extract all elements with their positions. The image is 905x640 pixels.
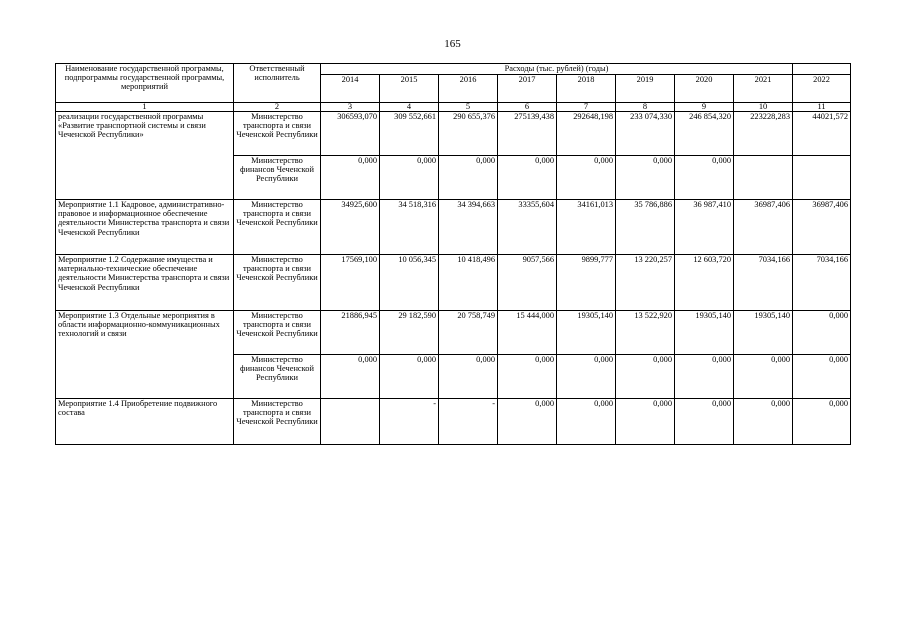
- value-cell: 0,000: [616, 156, 675, 200]
- value-cell: 290 655,376: [439, 112, 498, 156]
- value-cell: 0,000: [675, 156, 734, 200]
- value-cell: 275139,438: [498, 112, 557, 156]
- header-year: 2022: [793, 75, 851, 103]
- value-cell: 0,000: [616, 355, 675, 399]
- column-number: 2: [234, 103, 321, 112]
- value-cell: 309 552,661: [380, 112, 439, 156]
- value-cell: 0,000: [793, 311, 851, 355]
- executor-cell: Министерство транспорта и связи Чеченской Республики: [234, 399, 321, 445]
- header-year: 2018: [557, 75, 616, 103]
- value-cell: 29 182,590: [380, 311, 439, 355]
- value-cell: 34161,013: [557, 200, 616, 255]
- header-year: 2021: [734, 75, 793, 103]
- value-cell: 21886,945: [321, 311, 380, 355]
- value-cell: 34 394,663: [439, 200, 498, 255]
- value-cell: 10 056,345: [380, 255, 439, 311]
- column-number: 5: [439, 103, 498, 112]
- activity-name: Мероприятие 1.3 Отдельные мероприятия в области информационно-коммуникационных технологий и связи: [56, 311, 234, 399]
- executor-cell: Министерство финансов Чеченской Республики: [234, 355, 321, 399]
- value-cell: [734, 156, 793, 200]
- page-number: 165: [444, 38, 461, 50]
- header-year: 2015: [380, 75, 439, 103]
- value-cell: 0,000: [734, 399, 793, 445]
- value-cell: 19305,140: [675, 311, 734, 355]
- value-cell: 0,000: [439, 156, 498, 200]
- executor-cell: Министерство транспорта и связи Чеченской Республики: [234, 255, 321, 311]
- column-number: 10: [734, 103, 793, 112]
- column-number: 1: [56, 103, 234, 112]
- value-cell: 0,000: [557, 156, 616, 200]
- activity-name: Мероприятие 1.1 Кадровое, административно-правовое и информационное обеспечение деятельности Министерства транспорта и связи Чеченской Республики: [56, 200, 234, 255]
- value-cell: 0,000: [734, 355, 793, 399]
- value-cell: 10 418,496: [439, 255, 498, 311]
- value-cell: 34925,600: [321, 200, 380, 255]
- table-row: [56, 311, 851, 355]
- value-cell: 0,000: [616, 399, 675, 445]
- executor-cell: Министерство транспорта и связи Чеченской Республики: [234, 112, 321, 156]
- value-cell: 19305,140: [734, 311, 793, 355]
- value-cell: 233 074,330: [616, 112, 675, 156]
- value-cell: 13 220,257: [616, 255, 675, 311]
- budget-table: [55, 63, 851, 445]
- value-cell: 36987,406: [734, 200, 793, 255]
- value-cell: 7034,166: [793, 255, 851, 311]
- value-cell: 0,000: [380, 355, 439, 399]
- column-number: 7: [557, 103, 616, 112]
- column-number: 6: [498, 103, 557, 112]
- value-cell: 9899,777: [557, 255, 616, 311]
- executor-cell: Министерство транспорта и связи Чеченской Республики: [234, 200, 321, 255]
- header-year: 2020: [675, 75, 734, 103]
- column-number: 3: [321, 103, 380, 112]
- value-cell: 0,000: [675, 355, 734, 399]
- executor-cell: Министерство финансов Чеченской Республики: [234, 156, 321, 200]
- value-cell: 0,000: [380, 156, 439, 200]
- value-cell: 36987,406: [793, 200, 851, 255]
- value-cell: 246 854,320: [675, 112, 734, 156]
- value-cell: 20 758,749: [439, 311, 498, 355]
- value-cell: 19305,140: [557, 311, 616, 355]
- value-cell: 0,000: [321, 355, 380, 399]
- header-year: 2019: [616, 75, 675, 103]
- value-cell: 0,000: [557, 355, 616, 399]
- table-row: [56, 200, 851, 255]
- column-number: 11: [793, 103, 851, 112]
- activity-name: Мероприятие 1.2 Содержание имущества и материально-технические обеспечение деятельности Министерства транспорта и связи Чеченской Республики: [56, 255, 234, 311]
- value-cell: 0,000: [498, 156, 557, 200]
- table-row: [56, 255, 851, 311]
- value-cell: 44021,572: [793, 112, 851, 156]
- value-cell: 0,000: [675, 399, 734, 445]
- header-year: 2016: [439, 75, 498, 103]
- value-cell: 13 522,920: [616, 311, 675, 355]
- value-cell: -: [380, 399, 439, 445]
- header-year: 2017: [498, 75, 557, 103]
- column-number-row: [56, 103, 851, 112]
- value-cell: 0,000: [793, 355, 851, 399]
- value-cell: 7034,166: [734, 255, 793, 311]
- activity-name: реализации государственной программы «Развитие транспортной системы и связи Чеченской Республики»: [56, 112, 234, 200]
- value-cell: 34 518,316: [380, 200, 439, 255]
- value-cell: [793, 156, 851, 200]
- value-cell: 17569,100: [321, 255, 380, 311]
- value-cell: 33355,604: [498, 200, 557, 255]
- column-number: 8: [616, 103, 675, 112]
- header-name: Наименование государственной программы, подпрограммы государственной программы, мероприятий: [56, 64, 234, 103]
- value-cell: 0,000: [498, 355, 557, 399]
- value-cell: 0,000: [321, 156, 380, 200]
- value-cell: 0,000: [793, 399, 851, 445]
- value-cell: 0,000: [498, 399, 557, 445]
- table-row: [56, 399, 851, 445]
- column-number: 4: [380, 103, 439, 112]
- value-cell: [321, 399, 380, 445]
- value-cell: 35 786,886: [616, 200, 675, 255]
- activity-name: Мероприятие 1.4 Приобретение подвижного состава: [56, 399, 234, 445]
- value-cell: 12 603,720: [675, 255, 734, 311]
- table-row: [56, 112, 851, 156]
- header-year: 2014: [321, 75, 380, 103]
- value-cell: 306593,070: [321, 112, 380, 156]
- header-expenses: Расходы (тыс. рублей) (годы): [321, 64, 793, 75]
- value-cell: 292648,198: [557, 112, 616, 156]
- value-cell: 0,000: [439, 355, 498, 399]
- value-cell: -: [439, 399, 498, 445]
- header-executor: Ответственный исполнитель: [234, 64, 321, 103]
- value-cell: 223228,283: [734, 112, 793, 156]
- column-number: 9: [675, 103, 734, 112]
- value-cell: 0,000: [557, 399, 616, 445]
- header-blank-cell: [793, 64, 851, 75]
- executor-cell: Министерство транспорта и связи Чеченской Республики: [234, 311, 321, 355]
- value-cell: 15 444,000: [498, 311, 557, 355]
- value-cell: 36 987,410: [675, 200, 734, 255]
- header-row-top: [56, 64, 851, 75]
- value-cell: 9057,566: [498, 255, 557, 311]
